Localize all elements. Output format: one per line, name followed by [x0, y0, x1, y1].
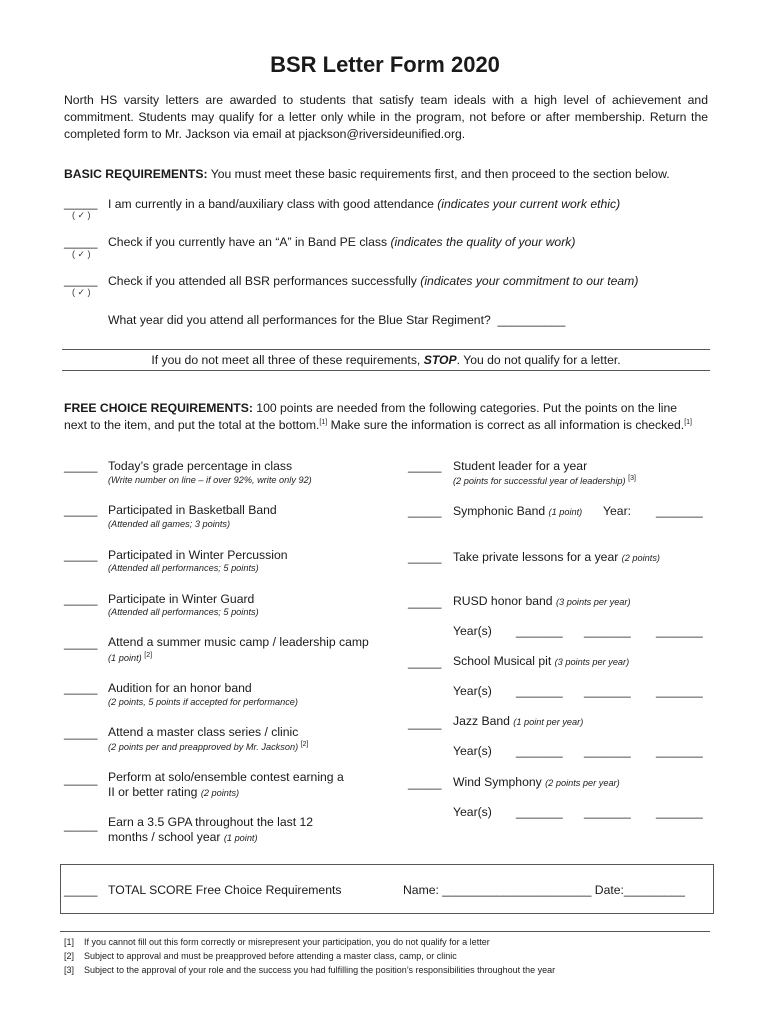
jazz-year-blank-1[interactable]: _______ — [516, 744, 563, 758]
right-item-student-leader: Student leader for a year — [453, 459, 588, 473]
left-item-8-text2: II or better rating — [108, 785, 201, 799]
basic-blank-1[interactable]: _____ — [64, 196, 98, 210]
check-mark-1: ( ✓ ) — [72, 210, 91, 220]
stop-pre: If you do not meet all three of these requirements, — [151, 353, 424, 367]
left-blank-8[interactable]: _____ — [64, 772, 98, 786]
rusd-year-blank-2[interactable]: _______ — [584, 624, 631, 638]
musical-year-blank-2[interactable]: _______ — [584, 684, 631, 698]
free-heading-label: FREE CHOICE REQUIREMENTS: — [64, 401, 253, 415]
left-item-7: Attend a master class series / clinic — [108, 725, 299, 739]
left-blank-7[interactable]: _____ — [64, 726, 98, 740]
basic-blank-3[interactable]: _____ — [64, 273, 98, 287]
basic-item-2-text: Check if you currently have an “A” in Band PE class — [108, 235, 391, 249]
right-item-symphonic — [453, 504, 582, 518]
left-blank-9[interactable]: _____ — [64, 818, 98, 832]
footnote-1: [1] If you cannot fill out this form correctly or misrepresent your participation, you do not qualify for a letter — [64, 937, 490, 947]
check-mark-2: ( ✓ ) — [72, 249, 91, 259]
footnote-ref-2b: [2] — [300, 741, 309, 748]
left-item-9-line2 — [108, 830, 258, 844]
rusd-note: (3 points per year) — [555, 597, 631, 607]
symphonic-year-label: Year: — [603, 504, 632, 518]
basic-blank-2[interactable]: _____ — [64, 235, 98, 249]
wind-label: Wind Symphony — [453, 775, 546, 789]
year-question[interactable]: What year did you attend all performances for the Blue Star Regiment? __________ — [108, 313, 566, 327]
left-item-7-note-wrap — [108, 741, 309, 752]
free-choice-heading-2 — [64, 415, 714, 433]
wind-note: (2 points per year) — [545, 778, 620, 788]
private-label: Take private lessons for a year — [453, 550, 622, 564]
footnote-2: [2] Subject to approval and must be preapproved before attending a master class, camp, or clinic — [64, 951, 457, 961]
right-item-jazz — [453, 714, 583, 728]
jazz-year-blank-3[interactable]: _______ — [656, 744, 703, 758]
left-blank-2[interactable]: _____ — [64, 503, 98, 517]
free-heading-text-1: 100 points are needed from the following categories. Put the points on the line — [252, 401, 678, 415]
left-item-8-line2 — [108, 785, 239, 799]
right-item-private — [453, 550, 660, 564]
right-blank-5[interactable]: _____ — [408, 655, 442, 669]
basic-item-3-note: (indicates your commitment to our team) — [420, 274, 639, 288]
rusd-year-blank-1[interactable]: _______ — [516, 624, 563, 638]
left-item-5-note: (1 point) — [108, 653, 142, 664]
left-blank-5[interactable]: _____ — [64, 636, 98, 650]
musical-year-blank-3[interactable]: _______ — [656, 684, 703, 698]
name-date-field[interactable]: Name: ______________________ Date:_________ — [403, 883, 685, 897]
left-blank-1[interactable]: _____ — [64, 459, 98, 473]
musical-year-blank-1[interactable]: _______ — [516, 684, 563, 698]
jazz-years-label: Year(s) — [453, 744, 492, 758]
musical-note: (3 points per year) — [554, 657, 630, 667]
right-item-student-leader-note-wrap — [453, 475, 636, 486]
basic-item-1-note: (indicates your current work ethic) — [437, 197, 621, 211]
left-blank-6[interactable]: _____ — [64, 681, 98, 695]
left-blank-3[interactable]: _____ — [64, 548, 98, 562]
right-blank-1[interactable]: _____ — [408, 459, 442, 473]
free-heading-text-2b: Make sure the information is correct as all information is checked. — [327, 418, 685, 433]
left-blank-4[interactable]: _____ — [64, 592, 98, 606]
rusd-years-label: Year(s) — [453, 624, 492, 638]
jazz-note: (1 point per year) — [513, 717, 584, 727]
left-item-3: Participated in Winter Percussion — [108, 548, 288, 562]
wind-year-blank-2[interactable]: _______ — [584, 805, 631, 819]
left-item-9-text2: months / school year — [108, 830, 224, 844]
left-item-8: Perform at solo/ensemble contest earning a — [108, 770, 344, 784]
footnote-ref-1a: [1] — [319, 419, 328, 426]
left-item-4-note: (Attended all performances; 5 points) — [108, 607, 259, 617]
page-title: BSR Letter Form 2020 — [270, 52, 500, 77]
right-blank-7[interactable]: _____ — [408, 776, 442, 790]
basic-item-2 — [108, 235, 575, 249]
right-item-rusd — [453, 594, 631, 608]
footnote-ref-3: [3] — [628, 475, 636, 482]
basic-item-1 — [108, 197, 620, 211]
left-item-2-note: (Attended all games; 3 points) — [108, 519, 231, 529]
musical-years-label: Year(s) — [453, 684, 492, 698]
stop-notice — [62, 349, 710, 371]
free-choice-heading — [64, 400, 708, 416]
private-note: (2 points) — [621, 553, 660, 563]
symphonic-note: (1 point) — [548, 507, 583, 517]
left-item-1-note: (Write number on line – if over 92%, write only 92) — [108, 475, 312, 485]
symphonic-year-blank[interactable]: _______ — [656, 504, 703, 518]
wind-years-label: Year(s) — [453, 805, 492, 819]
rusd-label: RUSD honor band — [453, 594, 556, 608]
wind-year-blank-3[interactable]: _______ — [656, 805, 703, 819]
right-blank-2[interactable]: _____ — [408, 504, 442, 518]
basic-heading-text: You must meet these basic requirements first, and then proceed to the section below. — [207, 167, 670, 181]
basic-item-3 — [108, 274, 638, 288]
left-item-6-note: (2 points, 5 points if accepted for performance) — [108, 697, 298, 707]
right-blank-4[interactable]: _____ — [408, 595, 442, 609]
student-leader-note: (2 points for successful year of leadership) — [453, 476, 626, 487]
basic-requirements-heading — [64, 166, 714, 182]
right-item-musical — [453, 654, 629, 668]
right-blank-6[interactable]: _____ — [408, 716, 442, 730]
basic-item-1-text: I am currently in a band/auxiliary class with good attendance — [108, 197, 438, 211]
footnote-ref-2a: [2] — [144, 652, 153, 659]
wind-year-blank-1[interactable]: _______ — [516, 805, 563, 819]
symphonic-label: Symphonic Band — [453, 504, 549, 518]
left-item-1: Today’s grade percentage in class — [108, 459, 293, 473]
basic-item-3-text: Check if you attended all BSR performances successfully — [108, 274, 421, 288]
free-heading-text-2a: next to the item, and put the total at the bottom. — [64, 418, 320, 433]
basic-heading-label: BASIC REQUIREMENTS: — [64, 167, 208, 181]
basic-item-2-note: (indicates the quality of your work) — [390, 235, 576, 249]
left-item-9: Earn a 3.5 GPA throughout the last 12 — [108, 815, 314, 829]
total-score-label: TOTAL SCORE Free Choice Requirements — [108, 883, 342, 897]
right-item-wind — [453, 775, 620, 789]
left-item-2: Participated in Basketball Band — [108, 503, 277, 517]
left-item-4: Participate in Winter Guard — [108, 592, 255, 606]
stop-post: . You do not qualify for a letter. — [456, 353, 621, 367]
total-blank[interactable]: _____ — [64, 883, 98, 897]
footnote-3: [3] Subject to the approval of your role and the success you had fulfilling the position’s responsibilities throughout the year — [64, 965, 556, 975]
left-item-8-note: (2 points) — [200, 788, 240, 798]
musical-label: School Musical pit — [453, 654, 555, 668]
rusd-year-blank-3[interactable]: _______ — [656, 624, 703, 638]
left-item-3-note: (Attended all performances; 5 points) — [108, 563, 259, 573]
right-blank-3[interactable]: _____ — [408, 550, 442, 564]
jazz-year-blank-2[interactable]: _______ — [584, 744, 631, 758]
stop-word: STOP — [423, 353, 457, 367]
footnote-divider — [60, 931, 710, 932]
footnote-ref-1b: [1] — [684, 419, 692, 426]
left-item-7-note: (2 points per and preapproved by Mr. Jackson) — [108, 742, 299, 753]
intro-paragraph: North HS varsity letters are awarded to students that satisfy team ideals with a high level of achievement and commitment. Students may qualify for a letter only while in the program, not before or after membership. Return the completed form to Mr. Jackson via email at pjackson@riversideunified.org. — [64, 93, 708, 141]
left-item-5-note-wrap — [108, 652, 152, 663]
left-item-5: Attend a summer music camp / leadership camp — [108, 635, 369, 649]
left-item-9-note: (1 point) — [223, 833, 258, 843]
check-mark-3: ( ✓ ) — [72, 287, 91, 297]
left-item-6: Audition for an honor band — [108, 681, 252, 695]
jazz-label: Jazz Band — [453, 714, 514, 728]
